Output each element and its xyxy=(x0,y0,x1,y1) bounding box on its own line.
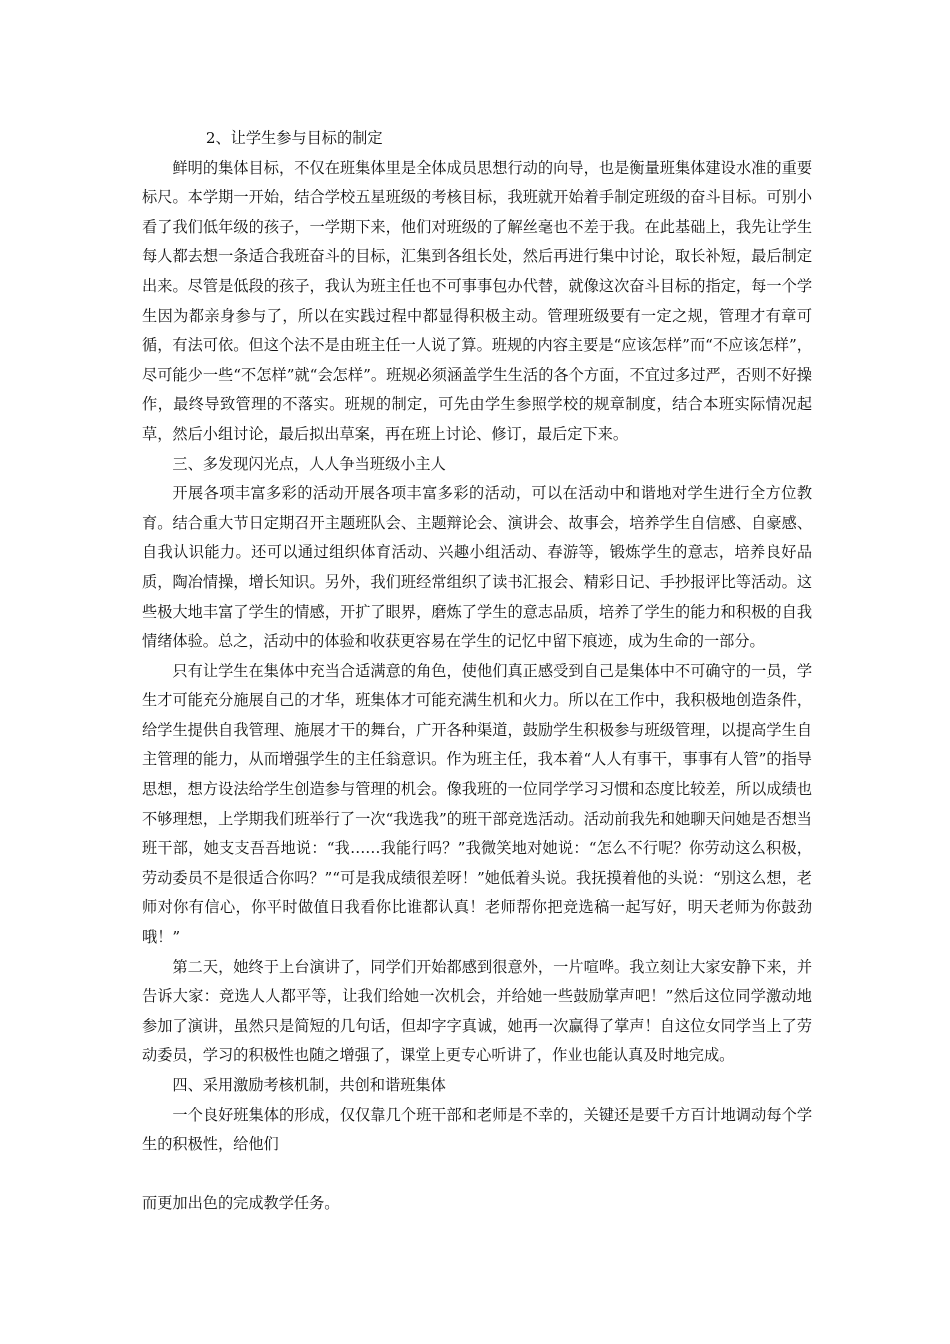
paragraph-activities: 开展各项丰富多彩的活动开展各项丰富多彩的活动，可以在活动中和谐地对学生进行全方位教育。结合重大节日定期召开主题班队会、主题辩论会、演讲会、故事会，培养学生自信感、自豪感、自我认识能力。还可以通过组织体育活动、兴趣小组活动、春游等，锻炼学生的意志，培养良好品质，陶冶情操，增长知识。另外，我们班经常组织了读书汇报会、精彩日记、手抄报评比等活动。这些极大地丰富了学生的情感，开扩了眼界，磨炼了学生的意志品质，培养了学生的能力和积极的自我情绪体验。总之，活动中的体验和收获更容易在学生的记忆中留下痕迹，成为生命的一部分。 xyxy=(142,484,812,651)
subsection-heading: 2、让学生参与目标的制定 xyxy=(205,129,383,147)
paragraph-collective-goals: 鲜明的集体目标，不仅在班集体里是全体成员思想行动的向导，也是衡量班集体建设水准的重要标尺。本学期一开始，结合学校五星班级的考核目标，我班就开始着手制定班级的奋斗目标。可别小看了我们低年级的孩子，一学期下来，他们对班级的了解丝毫也不差于我。在此基础上，我先让学生每人都去想一条适合我班奋斗的目标，汇集到各组长处，然后再进行集中讨论，取长补短，最后制定出来。尽管是低段的孩子，我认为班主任也不可事事包办代替，就像这次奋斗目标的指定，每一个学生因为都亲身参与了，所以在实践过程中都显得积极主动。管理班级要有一定之规，管理才有章可循，有法可依。但这个法不是由班主任一人说了算。班规的内容主要是“应该怎样”而“不应该怎样”，尽可能少一些“不怎样”就“会怎样”。班规必须涵盖学生生活的各个方面，不宜过多过严，否则不好操作，最终导致管理的不落实。班规的制定，可先由学生参照学校的规章制度，结合本班实际情况起草，然后小组讨论，最后拟出草案，再在班上讨论、修订，最后定下来。 xyxy=(142,158,812,443)
section-heading-4: 四、采用激励考核机制，共创和谐班集体 xyxy=(172,1076,446,1094)
trailing-fragment: 而更加出色的完成教学任务。 xyxy=(142,1194,340,1213)
section-heading-3: 三、多发现闪光点，人人争当班级小主人 xyxy=(172,454,446,473)
paragraph-next-day: 第二天，她终于上台演讲了，同学们开始都感到很意外，一片喧哗。我立刻让大家安静下来，并告诉大家：竞选人人都平等，让我们给她一次机会，并给她一些鼓励掌声吧！”然后这位同学激动地参加了演讲，虽然只是简短的几句话，但却字字真诚，她再一次赢得了掌声！自这位女同学当上了劳动委员，学习的积极性也随之增强了，课堂上更专心听讲了，作业也能认真及时地完成。 xyxy=(142,957,812,1065)
document-page xyxy=(142,124,812,1219)
paragraph-roles: 只有让学生在集体中充当合适满意的角色，使他们真正感受到自己是集体中不可确守的一员，学生才可能充分施展自己的才华，班集体才可能充满生机和火力。所以在工作中，我积极地创造条件，给学生提供自我管理、施展才干的舞台，广开各种渠道，鼓励学生积极参与班级管理，以提高学生自主管理的能力，从而增强学生的主任翁意识。作为班主任，我本着“人人有事干，事事有人管”的指导思想，想方设法给学生创造参与管理的机会。像我班的一位同学学习习惯和态度比较差，所以成绩也不够理想，上学期我们班举行了一次“我选我”的班干部竞选活动。活动前我先和她聊天问她是否想当班干部，她支支吾吾地说：“我……我能行吗？”我微笑地对她说：“怎么不行呢？你劳动这么积极，劳动委员不是很适合你吗？”“可是我成绩很差呀！”她低着头说。我抚摸着他的头说：“别这么想，老师对你有信心，你平时做值日我看你比谁都认真！老师帮你把竞选稿一起写好，明天老师为你鼓劲哦！” xyxy=(142,661,812,947)
paragraph-incentive: 一个良好班集体的形成，仅仅靠几个班干部和老师是不幸的，关键还是要千方百计地调动每个学生的积极性，给他们 xyxy=(142,1105,812,1154)
